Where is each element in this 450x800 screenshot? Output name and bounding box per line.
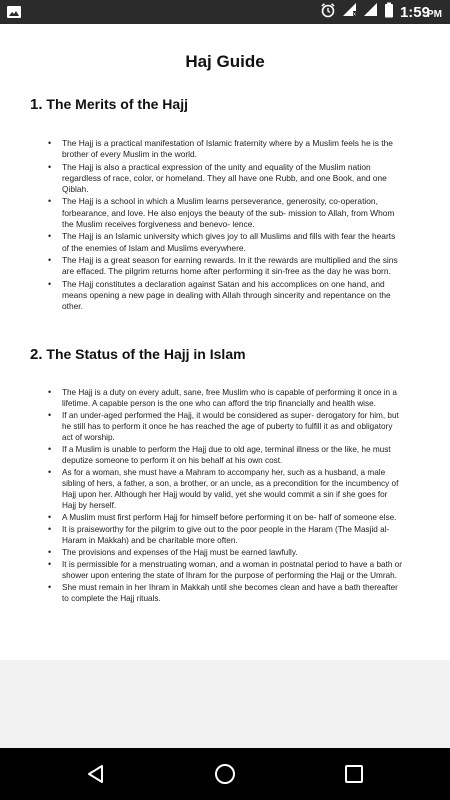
recents-button[interactable]	[340, 760, 368, 788]
status-bar	[0, 0, 450, 24]
alarm-icon	[320, 2, 336, 23]
recents-icon	[344, 764, 364, 784]
list-item: • The Hajj is a duty on every adult, sane, free Muslim who is capable of performing it once in a lifetime. A capable person is the one who can afford the trip financially and health wise.	[62, 387, 402, 409]
section-heading	[30, 346, 246, 363]
list-item: • She must remain in her Ihram in Makkah until she becomes clean and have a bath thereafter to complete the Hajj rituals.	[62, 582, 402, 604]
signal-icon	[342, 2, 357, 22]
section-heading	[30, 96, 188, 113]
back-button[interactable]	[82, 760, 110, 788]
section-number: 2.	[30, 346, 43, 363]
section-title: The Status of the Hajj in Islam	[46, 346, 246, 362]
list-item: • If a Muslim is unable to perform the Hajj due to old age, terminal illness or the like, he must deputize someone to perform it on his behalf at his own cost.	[62, 444, 402, 466]
page-background	[0, 660, 450, 748]
list-item: • The Hajj is a practical manifestation of Islamic fraternity where by a Muslim feels he is the brother of every Muslim in the world.	[62, 138, 402, 161]
navigation-bar	[0, 748, 450, 800]
list-item: • A Muslim must first perform Hajj for himself before performing it on be- half of someone else.	[62, 512, 402, 523]
home-icon	[213, 762, 237, 786]
svg-text:x: x	[353, 11, 356, 17]
list-item: • If an under-aged performed the Hajj, it would be considered as super- derogatory for him, but he still has to perform it once he has reached the age of puberty to fulfill it as and obligatory act of worship.	[62, 410, 402, 443]
list-item: • The Hajj is a school in which a Muslim learns perseverance, generosity, co-operation, forbearance, and love. He also enjoys the beauty of the sub- mission to Allah, from Whom the Muslim receives forgiveness and benevo- lence.	[62, 196, 402, 230]
bullet-list	[62, 387, 402, 605]
battery-icon	[384, 2, 394, 23]
document-page[interactable]	[0, 24, 450, 660]
list-item: • As for a woman, she must have a Mahram to accompany her, such as a husband, a male sibling of hers, a father, a son, a brother, or an uncle, as a precondition for the incumbency of Hajj upon her. Although her Hajj would by valid, yet she would commit a sin if she goes for Hajj by herself.	[62, 467, 402, 511]
section-number: 1.	[30, 96, 43, 113]
list-item: • The provisions and expenses of the Hajj must be earned lawfully.	[62, 547, 402, 558]
home-button[interactable]	[211, 760, 239, 788]
list-item: • The Hajj constitutes a declaration against Satan and his accomplices on one hand, and means opening a new page in dealing with Allah through sincerity and repentance on the other.	[62, 279, 402, 313]
back-icon	[85, 763, 107, 785]
signal-icon	[363, 2, 378, 22]
list-item: • The Hajj is an Islamic university which gives joy to all Muslims and fills with fear the hearts of the enemies of Islam and Muslims everywhere.	[62, 231, 402, 254]
document-title: Haj Guide	[185, 52, 265, 71]
image-icon	[6, 4, 22, 20]
bullet-list	[62, 138, 402, 313]
clock-time: 1:59	[399, 3, 430, 21]
list-item: • It is praiseworthy for the pilgrim to give out to the poor people in the Haram (The Masjid al-Haram in Makkah) and be charitable more often.	[62, 524, 402, 546]
list-item: • The Hajj is a great season for earning rewards. In it the rewards are multiplied and the sins are effaced. The pilgrim returns home after performing it sin-free as the day he was born.	[62, 255, 402, 278]
section-title: The Merits of the Hajj	[46, 96, 188, 112]
list-item: • It is permissible for a menstruating woman, and a woman in postnatal period to have a bath or shower upon entering the state of Ihram for the purpose of performing the Hajj or the Umrah.	[62, 559, 402, 581]
clock-ampm: PM	[427, 8, 442, 20]
list-item: • The Hajj is also a practical expression of the unity and equality of the Muslim nation regardless of race, color, or homeland. They all have one Rubb, and one Book, and one Qiblah.	[62, 162, 402, 196]
